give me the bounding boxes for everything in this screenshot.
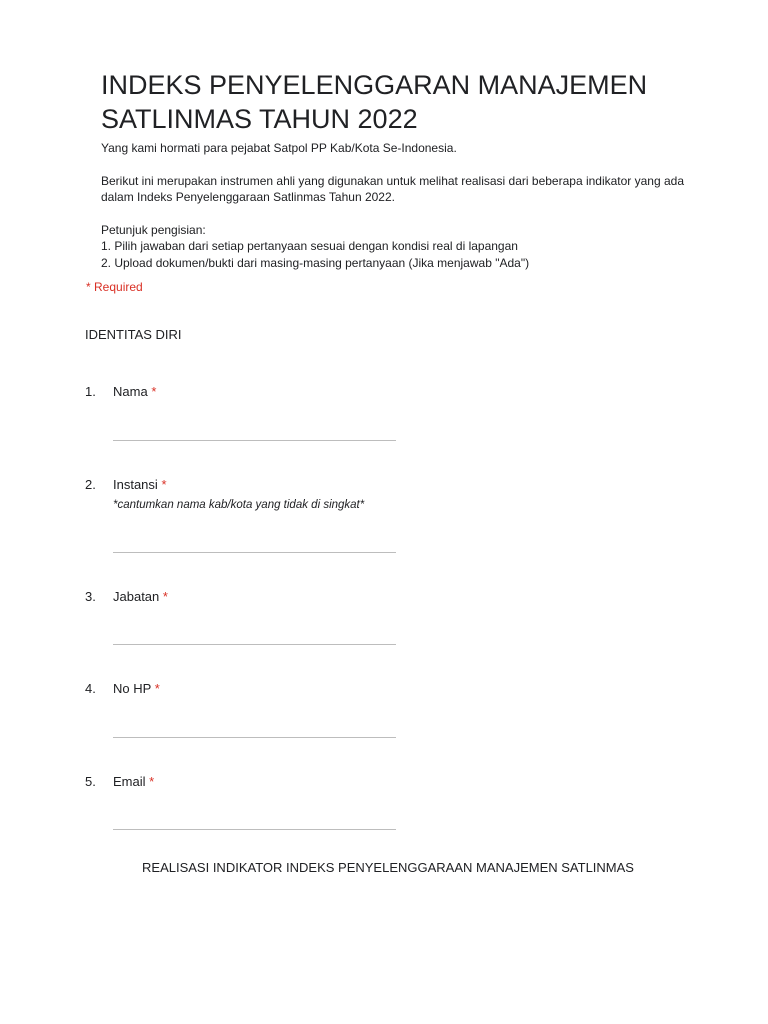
required-asterisk: *	[154, 681, 160, 696]
section-title-realisasi: REALISASI INDIKATOR INDEKS PENYELENGGARAAN MANAJEMEN SATLINMAS	[142, 860, 634, 875]
section-title-identitas: IDENTITAS DIRI	[85, 327, 182, 342]
question-number: 5.	[85, 774, 96, 789]
question-label-text: Jabatan	[113, 589, 160, 604]
required-note: * Required	[86, 280, 143, 294]
instruction-item: 2. Upload dokumen/bukti dari masing-masing pertanyaan (Jika menjawab "Ada")	[101, 255, 530, 270]
question-label-text: Email	[113, 774, 146, 789]
question-hint: *cantumkan nama kab/kota yang tidak di singkat*	[113, 499, 365, 511]
question-number: 4.	[85, 681, 96, 696]
question-label-text: Nama	[113, 384, 148, 399]
required-asterisk: *	[162, 589, 168, 604]
nama-input[interactable]	[113, 416, 396, 441]
form-description	[101, 140, 701, 271]
form-title: INDEKS PENYELENGGARAN MANAJEMEN SATLINMAS TAHUN 2022	[101, 70, 648, 134]
question-label	[113, 589, 168, 604]
question-label-text: No HP	[113, 681, 152, 696]
question-number: 1.	[85, 384, 96, 399]
instansi-input[interactable]	[113, 528, 396, 553]
jabatan-input[interactable]	[113, 620, 396, 645]
required-asterisk: *	[149, 774, 155, 789]
question-number: 2.	[85, 477, 96, 492]
greeting-text: Yang kami hormati para pejabat Satpol PP Kab/Kota Se-Indonesia.	[101, 141, 457, 155]
no-hp-input[interactable]	[113, 713, 396, 738]
question-label	[113, 681, 160, 696]
question-label	[113, 384, 156, 399]
question-label-text: Instansi	[113, 477, 158, 492]
question-label	[113, 477, 167, 492]
required-asterisk: *	[151, 384, 157, 399]
instruction-item: 1. Pilih jawaban dari setiap pertanyaan sesuai dengan kondisi real di lapangan	[101, 239, 518, 253]
question-label	[113, 774, 154, 789]
description-text: Berikut ini merupakan instrumen ahli yang digunakan untuk melihat realisasi dari beberapa indikator yang ada dalam Indeks Penyelenggaraan Satlinmas Tahun 2022.	[101, 173, 685, 204]
question-number: 3.	[85, 589, 96, 604]
required-asterisk: *	[161, 477, 167, 492]
instructions-heading: Petunjuk pengisian:	[101, 222, 206, 237]
email-input[interactable]	[113, 805, 396, 830]
